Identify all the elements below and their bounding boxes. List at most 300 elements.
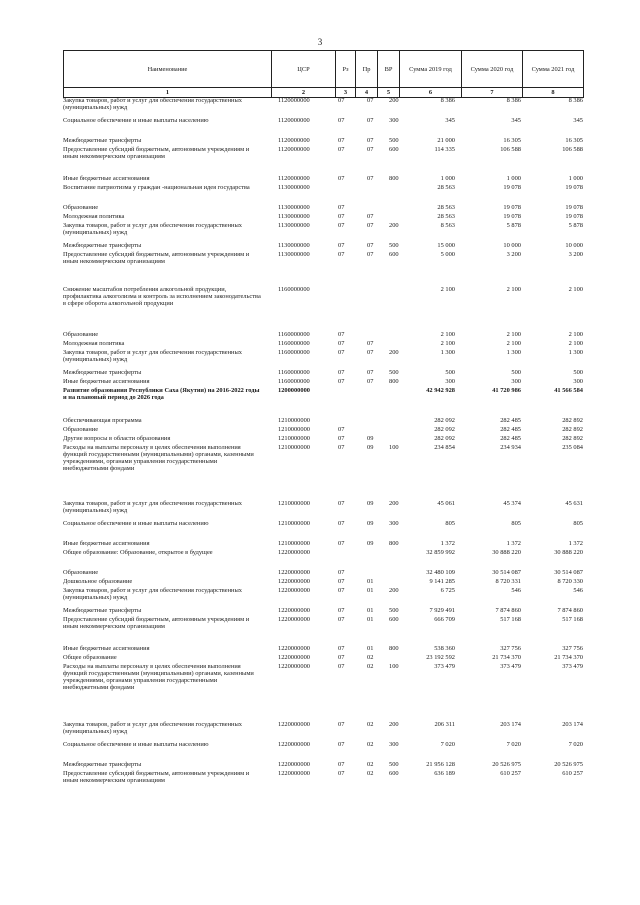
- row-vr: 600: [389, 146, 399, 153]
- row-rz: 07: [338, 654, 345, 661]
- table-row: [63, 721, 583, 741]
- row-sum-2020: 2 100: [506, 340, 521, 347]
- row-sum-2021: 10 000: [565, 242, 583, 249]
- row-sum-2020: 106 588: [500, 146, 521, 153]
- row-name: Образование: [63, 204, 99, 211]
- table-row: [63, 587, 583, 607]
- row-sum-2020: 21 734 370: [492, 654, 521, 661]
- row-rz: 07: [338, 251, 345, 258]
- row-sum-2019: 206 311: [434, 721, 455, 728]
- row-name: Иные бюджетные ассигнования: [63, 378, 150, 385]
- row-sum-2021: 106 588: [562, 146, 583, 153]
- row-name: Закупка товаров, работ и услуг для обеспечения государственных (муниципальных) нужд: [63, 222, 242, 236]
- row-rz: 07: [338, 587, 345, 594]
- row-sum-2020: 1 000: [506, 175, 521, 182]
- row-vr: 600: [389, 251, 399, 258]
- row-csr: 1220000000: [278, 578, 310, 585]
- row-csr: 1220000000: [278, 721, 310, 728]
- row-name: Межбюджетные трансферты: [63, 761, 142, 768]
- row-vr: 500: [389, 242, 399, 249]
- row-name: Межбюджетные трансферты: [63, 242, 142, 249]
- row-csr: 1220000000: [278, 587, 310, 594]
- row-sum-2019: 1 000: [440, 175, 455, 182]
- row-pr: 02: [367, 770, 374, 777]
- row-pr: 02: [367, 741, 374, 748]
- row-sum-2020: 373 479: [500, 663, 521, 670]
- row-sum-2021: 2 100: [568, 340, 583, 347]
- row-csr: 1120000000: [278, 146, 310, 153]
- table-row: [63, 204, 583, 213]
- row-name: Межбюджетные трансферты: [63, 137, 142, 144]
- row-pr: 01: [367, 645, 374, 652]
- row-rz: 07: [338, 222, 345, 229]
- row-sum-2020: 282 485: [500, 435, 521, 442]
- row-csr: 1160000000: [278, 369, 310, 376]
- row-csr: 1220000000: [278, 607, 310, 614]
- row-rz: 07: [338, 444, 345, 451]
- row-sum-2021: 300: [573, 378, 583, 385]
- row-name: Расходы на выплаты персоналу в целях обеспечения выполнения функций государственными (муниципальными) органами, казенными учреждениями, органами управления государственными внебюджетными фондами: [63, 444, 254, 472]
- row-name: Образование: [63, 331, 99, 338]
- row-sum-2020: 2 100: [506, 286, 521, 293]
- row-rz: 07: [338, 663, 345, 670]
- row-pr: 07: [367, 175, 374, 182]
- row-vr: 200: [389, 97, 399, 104]
- row-sum-2019: 2 100: [440, 286, 455, 293]
- row-sum-2019: 1 372: [440, 540, 455, 547]
- table-row: [63, 741, 583, 761]
- row-sum-2020: 30 888 220: [492, 549, 521, 556]
- row-pr: 07: [367, 213, 374, 220]
- row-name: Другие вопросы в области образования: [63, 435, 171, 442]
- row-pr: 07: [367, 251, 374, 258]
- table-row: [63, 222, 583, 242]
- table-row: [63, 549, 583, 569]
- row-csr: 1160000000: [278, 349, 310, 356]
- row-name: Закупка товаров, работ и услуг для обеспечения государственных (муниципальных) нужд: [63, 349, 242, 363]
- row-sum-2020: 282 485: [500, 426, 521, 433]
- row-sum-2020: 1 300: [506, 349, 521, 356]
- row-name: Предоставление субсидий бюджетным, автономным учреждениям и иным некоммерческим организациям: [63, 251, 250, 265]
- row-sum-2021: 373 479: [562, 663, 583, 670]
- row-name: Закупка товаров, работ и услуг для обеспечения государственных (муниципальных) нужд: [63, 500, 242, 514]
- row-csr: 1200000000: [278, 387, 310, 394]
- row-vr: 300: [389, 741, 399, 748]
- row-rz: 07: [338, 578, 345, 585]
- row-pr: 01: [367, 616, 374, 623]
- table-body: [63, 97, 583, 790]
- row-rz: 07: [338, 213, 345, 220]
- row-sum-2021: 45 631: [565, 500, 583, 507]
- table-row: [63, 417, 583, 426]
- row-sum-2019: 6 725: [440, 587, 455, 594]
- row-vr: 200: [389, 500, 399, 507]
- table-row: [63, 146, 583, 175]
- row-csr: 1130000000: [278, 213, 310, 220]
- row-name: Общее образование: [63, 654, 117, 661]
- row-sum-2020: 19 078: [503, 184, 521, 191]
- row-csr: 1130000000: [278, 222, 310, 229]
- row-pr: 01: [367, 578, 374, 585]
- row-csr: 1130000000: [278, 184, 310, 191]
- row-sum-2021: 546: [573, 587, 583, 594]
- row-rz: 07: [338, 616, 345, 623]
- row-vr: 200: [389, 721, 399, 728]
- row-csr: 1220000000: [278, 761, 310, 768]
- row-rz: 07: [338, 146, 345, 153]
- table-row: [63, 770, 583, 790]
- row-rz: 07: [338, 520, 345, 527]
- row-rz: 07: [338, 117, 345, 124]
- row-name: Предоставление субсидий бюджетным, автономным учреждениям и иным некоммерческим организациям: [63, 616, 250, 630]
- row-pr: 07: [367, 340, 374, 347]
- row-sum-2021: 19 078: [565, 204, 583, 211]
- col-number: 4: [356, 88, 378, 98]
- table-row: [63, 331, 583, 340]
- col-number: 1: [64, 88, 272, 98]
- row-rz: 07: [338, 242, 345, 249]
- row-rz: 07: [338, 721, 345, 728]
- row-csr: 1220000000: [278, 654, 310, 661]
- row-sum-2020: 300: [511, 378, 521, 385]
- row-sum-2019: 28 563: [437, 184, 455, 191]
- row-pr: 07: [367, 137, 374, 144]
- col-number: 5: [378, 88, 400, 98]
- row-pr: 07: [367, 378, 374, 385]
- row-rz: 07: [338, 540, 345, 547]
- row-sum-2021: 345: [573, 117, 583, 124]
- row-csr: 1130000000: [278, 251, 310, 258]
- row-sum-2019: 636 189: [434, 770, 455, 777]
- row-sum-2021: 610 257: [562, 770, 583, 777]
- row-sum-2020: 20 526 975: [492, 761, 521, 768]
- row-name: Иные бюджетные ассигнования: [63, 540, 150, 547]
- row-vr: 800: [389, 378, 399, 385]
- row-rz: 07: [338, 569, 345, 576]
- row-pr: 01: [367, 587, 374, 594]
- table-row: [63, 213, 583, 222]
- row-sum-2021: 3 200: [568, 251, 583, 258]
- table-row: [63, 117, 583, 137]
- row-sum-2021: 282 892: [562, 417, 583, 424]
- row-sum-2019: 300: [445, 378, 455, 385]
- row-csr: 1130000000: [278, 204, 310, 211]
- row-csr: 1160000000: [278, 331, 310, 338]
- row-sum-2021: 235 084: [562, 444, 583, 451]
- row-pr: 02: [367, 663, 374, 670]
- row-sum-2019: 45 061: [437, 500, 455, 507]
- table-row: [63, 520, 583, 540]
- row-pr: 07: [367, 349, 374, 356]
- row-csr: 1210000000: [278, 500, 310, 507]
- row-sum-2019: 234 854: [434, 444, 455, 451]
- row-sum-2020: 8 720 331: [495, 578, 521, 585]
- row-vr: 800: [389, 645, 399, 652]
- row-sum-2019: 42 942 928: [426, 387, 455, 394]
- row-sum-2019: 345: [445, 117, 455, 124]
- row-sum-2020: 7 874 860: [495, 607, 521, 614]
- column-number-row: [64, 88, 584, 98]
- col-number: 7: [462, 88, 523, 98]
- row-sum-2020: 500: [511, 369, 521, 376]
- row-csr: 1120000000: [278, 97, 310, 104]
- row-vr: 800: [389, 175, 399, 182]
- row-csr: 1210000000: [278, 444, 310, 451]
- row-sum-2021: 7 020: [568, 741, 583, 748]
- row-sum-2019: 21 956 128: [426, 761, 455, 768]
- row-pr: 07: [367, 222, 374, 229]
- row-csr: 1120000000: [278, 175, 310, 182]
- row-sum-2021: 41 566 584: [554, 387, 583, 394]
- table-row: [63, 340, 583, 349]
- row-sum-2021: 327 756: [562, 645, 583, 652]
- row-csr: 1120000000: [278, 117, 310, 124]
- table-row: [63, 137, 583, 146]
- row-sum-2019: 114 335: [434, 146, 455, 153]
- table-row: [63, 663, 583, 721]
- row-sum-2020: 7 020: [506, 741, 521, 748]
- row-sum-2019: 282 092: [434, 417, 455, 424]
- row-sum-2020: 10 000: [503, 242, 521, 249]
- row-sum-2019: 7 929 491: [429, 607, 455, 614]
- row-sum-2021: 20 526 975: [554, 761, 583, 768]
- row-sum-2020: 234 934: [500, 444, 521, 451]
- row-vr: 100: [389, 663, 399, 670]
- row-pr: 07: [367, 97, 374, 104]
- row-sum-2019: 15 000: [437, 242, 455, 249]
- row-vr: 600: [389, 616, 399, 623]
- row-sum-2021: 1 372: [568, 540, 583, 547]
- row-rz: 07: [338, 340, 345, 347]
- row-sum-2019: 7 020: [440, 741, 455, 748]
- col-header-2019: Сумма 2019 год: [400, 51, 462, 88]
- row-rz: 07: [338, 331, 345, 338]
- row-rz: 07: [338, 378, 345, 385]
- row-name: Развитие образования Республики Саха (Якутия) на 2016-2022 годы и на плановый период до 2026 года: [63, 387, 260, 401]
- row-name: Социальное обеспечение и иные выплаты населению: [63, 520, 209, 527]
- row-sum-2020: 805: [511, 520, 521, 527]
- row-csr: 1220000000: [278, 549, 310, 556]
- table-row: [63, 500, 583, 520]
- row-sum-2019: 23 192 592: [426, 654, 455, 661]
- col-header-2021: Сумма 2021 год: [523, 51, 584, 88]
- row-sum-2021: 16 305: [565, 137, 583, 144]
- row-csr: 1210000000: [278, 417, 310, 424]
- row-sum-2019: 373 479: [434, 663, 455, 670]
- row-csr: 1220000000: [278, 569, 310, 576]
- row-sum-2020: 3 200: [506, 251, 521, 258]
- col-header-vr: ВР: [378, 51, 400, 88]
- row-name: Общее образование: Образование, открытое в будущее: [63, 549, 213, 556]
- table-row: [63, 654, 583, 663]
- col-header-name: Наименование: [64, 51, 272, 88]
- table-row: [63, 387, 583, 417]
- table-row: [63, 540, 583, 549]
- row-sum-2021: 1 000: [568, 175, 583, 182]
- row-pr: 09: [367, 435, 374, 442]
- row-csr: 1220000000: [278, 770, 310, 777]
- table-row: [63, 435, 583, 444]
- row-vr: 500: [389, 607, 399, 614]
- row-csr: 1130000000: [278, 242, 310, 249]
- row-rz: 07: [338, 435, 345, 442]
- table-row: [63, 616, 583, 645]
- row-vr: 100: [389, 444, 399, 451]
- row-csr: 1210000000: [278, 426, 310, 433]
- row-sum-2020: 610 257: [500, 770, 521, 777]
- row-sum-2021: 517 168: [562, 616, 583, 623]
- page-number: 3: [317, 37, 323, 47]
- row-csr: 1210000000: [278, 540, 310, 547]
- row-sum-2021: 7 874 860: [557, 607, 583, 614]
- row-name: Социальное обеспечение и иные выплаты населению: [63, 117, 209, 124]
- row-vr: 300: [389, 520, 399, 527]
- row-rz: 07: [338, 137, 345, 144]
- row-pr: 09: [367, 500, 374, 507]
- row-vr: 600: [389, 770, 399, 777]
- row-sum-2019: 21 000: [437, 137, 455, 144]
- row-csr: 1160000000: [278, 340, 310, 347]
- row-rz: 07: [338, 607, 345, 614]
- row-sum-2019: 28 563: [437, 204, 455, 211]
- row-name: Снижение масштабов потребления алкогольной продукции, профилактика алкоголизма и контроль за исполнением законодательства в сфере оборота алкогольной продукции: [63, 286, 261, 307]
- row-name: Иные бюджетные ассигнования: [63, 175, 150, 182]
- row-sum-2020: 327 756: [500, 645, 521, 652]
- col-header-pr: Пр: [356, 51, 378, 88]
- table-row: [63, 378, 583, 387]
- row-pr: 02: [367, 654, 374, 661]
- row-sum-2021: 30 514 087: [554, 569, 583, 576]
- row-sum-2019: 805: [445, 520, 455, 527]
- table-row: [63, 286, 583, 331]
- row-sum-2019: 282 092: [434, 426, 455, 433]
- row-sum-2020: 41 720 986: [492, 387, 521, 394]
- row-vr: 200: [389, 587, 399, 594]
- row-name: Молодежная политика: [63, 340, 125, 347]
- row-rz: 07: [338, 97, 345, 104]
- row-sum-2019: 28 563: [437, 213, 455, 220]
- header-row: [64, 51, 584, 88]
- row-name: Образование: [63, 426, 99, 433]
- table-row: [63, 444, 583, 500]
- col-number: 3: [336, 88, 356, 98]
- row-csr: 1220000000: [278, 741, 310, 748]
- row-csr: 1160000000: [278, 286, 310, 293]
- row-csr: 1120000000: [278, 137, 310, 144]
- table-header: [63, 50, 584, 98]
- row-name: Образование: [63, 569, 99, 576]
- row-sum-2021: 2 100: [568, 331, 583, 338]
- row-name: Предоставление субсидий бюджетным, автономным учреждениям и иным некоммерческим организациям: [63, 146, 250, 160]
- row-pr: 02: [367, 721, 374, 728]
- row-pr: 07: [367, 117, 374, 124]
- row-sum-2020: 345: [511, 117, 521, 124]
- row-name: Социальное обеспечение и иные выплаты населению: [63, 741, 209, 748]
- row-rz: 07: [338, 369, 345, 376]
- row-sum-2020: 8 386: [506, 97, 521, 104]
- row-sum-2019: 666 709: [434, 616, 455, 623]
- row-rz: 07: [338, 349, 345, 356]
- row-pr: 07: [367, 369, 374, 376]
- row-sum-2021: 8 386: [568, 97, 583, 104]
- row-sum-2019: 2 100: [440, 331, 455, 338]
- row-sum-2021: 500: [573, 369, 583, 376]
- table-row: [63, 97, 583, 117]
- row-name: Дошкольное образование: [63, 578, 133, 585]
- row-pr: 09: [367, 540, 374, 547]
- row-sum-2019: 538 360: [434, 645, 455, 652]
- row-vr: 300: [389, 117, 399, 124]
- table-row: [63, 251, 583, 286]
- table-row: [63, 242, 583, 251]
- row-sum-2021: 282 892: [562, 435, 583, 442]
- row-sum-2019: 8 386: [440, 97, 455, 104]
- row-name: Межбюджетные трансферты: [63, 607, 142, 614]
- row-sum-2019: 32 859 992: [426, 549, 455, 556]
- row-name: Воспитание патриотизма у граждан -национальная идея государства: [63, 184, 250, 191]
- table-row: [63, 349, 583, 369]
- table-row: [63, 761, 583, 770]
- row-sum-2021: 19 078: [565, 213, 583, 220]
- row-name: Закупка товаров, работ и услуг для обеспечения государственных (муниципальных) нужд: [63, 97, 242, 111]
- row-sum-2019: 500: [445, 369, 455, 376]
- row-pr: 09: [367, 444, 374, 451]
- row-sum-2021: 2 100: [568, 286, 583, 293]
- row-sum-2020: 30 514 087: [492, 569, 521, 576]
- table-row: [63, 578, 583, 587]
- row-pr: 09: [367, 520, 374, 527]
- table-row: [63, 369, 583, 378]
- row-vr: 200: [389, 222, 399, 229]
- row-vr: 200: [389, 349, 399, 356]
- row-sum-2019: 1 300: [440, 349, 455, 356]
- row-name: Иные бюджетные ассигнования: [63, 645, 150, 652]
- row-rz: 07: [338, 204, 345, 211]
- table-row: [63, 569, 583, 578]
- row-csr: 1220000000: [278, 663, 310, 670]
- row-vr: 500: [389, 761, 399, 768]
- row-rz: 07: [338, 761, 345, 768]
- row-pr: 02: [367, 761, 374, 768]
- row-sum-2021: 203 174: [562, 721, 583, 728]
- row-name: Расходы на выплаты персоналу в целях обеспечения выполнения функций государственными (муниципальными) органами, казенными учреждениями, органами управления государственными внебюджетными фондами: [63, 663, 254, 691]
- row-name: Обеспечивающая программа: [63, 417, 142, 424]
- row-rz: 07: [338, 426, 345, 433]
- row-rz: 07: [338, 770, 345, 777]
- row-sum-2019: 9 141 285: [429, 578, 455, 585]
- row-sum-2021: 1 300: [568, 349, 583, 356]
- row-sum-2021: 30 888 220: [554, 549, 583, 556]
- row-sum-2021: 805: [573, 520, 583, 527]
- col-header-rz: Рз: [336, 51, 356, 88]
- row-rz: 07: [338, 741, 345, 748]
- row-vr: 500: [389, 137, 399, 144]
- row-pr: 07: [367, 242, 374, 249]
- row-sum-2020: 517 168: [500, 616, 521, 623]
- row-name: Молодежная политика: [63, 213, 125, 220]
- col-header-csr: ЦСР: [272, 51, 336, 88]
- row-csr: 1210000000: [278, 435, 310, 442]
- row-sum-2019: 32 480 109: [426, 569, 455, 576]
- col-number: 2: [272, 88, 336, 98]
- row-sum-2020: 16 305: [503, 137, 521, 144]
- row-sum-2021: 8 720 330: [557, 578, 583, 585]
- row-sum-2020: 19 078: [503, 213, 521, 220]
- row-name: Межбюджетные трансферты: [63, 369, 142, 376]
- row-name: Закупка товаров, работ и услуг для обеспечения государственных (муниципальных) нужд: [63, 721, 242, 735]
- table-row: [63, 645, 583, 654]
- row-rz: 07: [338, 645, 345, 652]
